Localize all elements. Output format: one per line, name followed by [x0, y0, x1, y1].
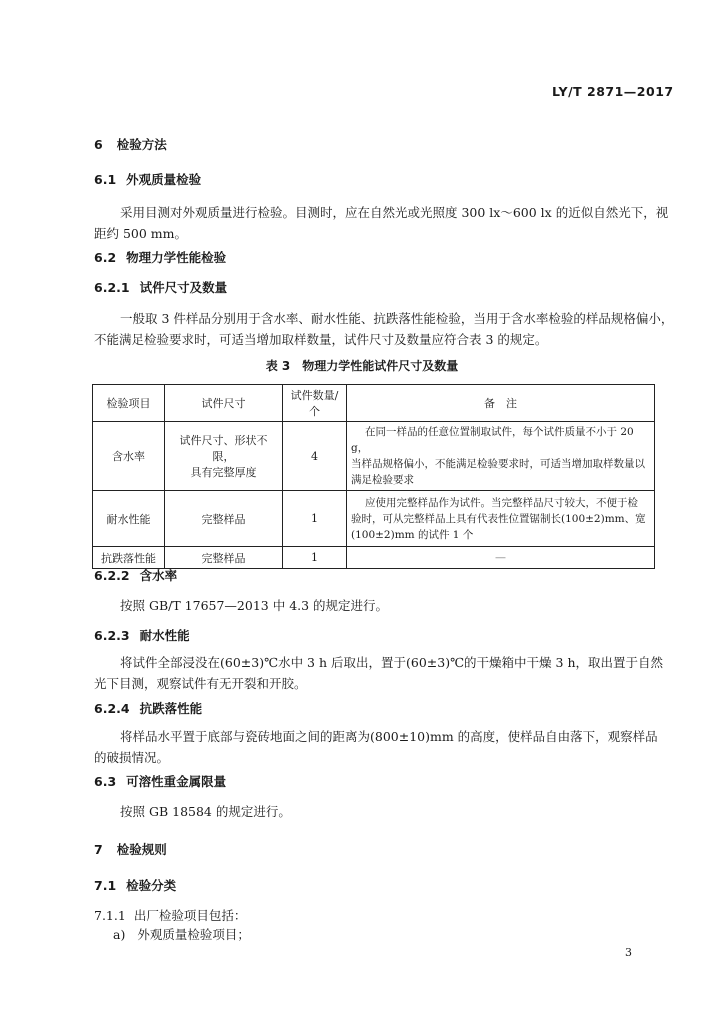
table-row — [93, 422, 655, 491]
section-number: 7.1 — [94, 878, 117, 893]
section-7-1-1-line — [94, 906, 246, 924]
column-header: 试件尺寸 — [165, 385, 283, 422]
section-title: 抗跌落性能 — [139, 701, 203, 716]
column-header: 备 注 — [347, 385, 655, 422]
section-6-1-paragraph — [94, 202, 669, 244]
section-title: 检验方法 — [116, 137, 167, 152]
section-number: 6.2 — [94, 250, 117, 265]
table-header-row — [93, 385, 655, 422]
section-6-2-4-paragraph — [94, 726, 659, 768]
section-6-3-heading — [94, 772, 226, 790]
section-6-2-3-heading — [94, 626, 190, 644]
cell-item: 耐水性能 — [93, 491, 165, 547]
section-number: 6.2.4 — [94, 701, 130, 716]
section-7-heading — [94, 840, 167, 858]
column-header: 检验项目 — [93, 385, 165, 422]
section-6-2-heading — [94, 248, 226, 266]
list-marker: a) — [113, 927, 126, 942]
paragraph-line: 不能满足检验要求时，可适当增加取样数量，试件尺寸及数量应符合表 3 的规定。 — [94, 332, 548, 347]
cell-note — [347, 422, 655, 491]
section-title: 试件尺寸及数量 — [139, 280, 228, 295]
section-number: 6.2.1 — [94, 280, 130, 295]
section-6-2-1-paragraph — [94, 308, 674, 350]
list-text: 外观质量检验项目； — [137, 927, 250, 942]
cell-count: 4 — [283, 422, 347, 491]
cell-size — [165, 422, 283, 491]
section-title: 耐水性能 — [139, 628, 190, 643]
cell-line: 应使用完整样品作为试件。当完整样品尺寸较大，不便于检 — [365, 496, 638, 509]
table-row — [93, 491, 655, 547]
section-title: 可溶性重金属限量 — [126, 774, 227, 789]
cell-line: 验时，可从完整样品上具有代表性位置锯制长(100±2)mm、宽 — [351, 512, 646, 525]
section-number: 7.1.1 — [94, 908, 126, 923]
table-3 — [92, 384, 655, 569]
section-title: 物理力学性能检验 — [126, 250, 227, 265]
cell-line: 当样品规格偏小，不能满足检验要求时，可适当增加取样数量以 — [351, 458, 645, 470]
cell-item: 抗跌落性能 — [93, 547, 165, 569]
list-item — [113, 925, 250, 943]
section-number: 6.2.2 — [94, 568, 130, 583]
page-number: 3 — [625, 946, 632, 959]
paragraph-line: 的破损情况。 — [94, 750, 170, 765]
section-title: 含水率 — [139, 568, 178, 583]
section-title: 检验规则 — [116, 842, 167, 857]
cell-line: 满足检验要求 — [351, 474, 414, 486]
paragraph-line: 采用目测对外观质量进行检验。目测时，应在自然光或光照度 300 lx～600 lx 的近似自然光下，视 — [120, 205, 669, 220]
paragraph-line: 将试件全部浸没在(60±3)℃水中 3 h 后取出，置于(60±3)℃的干燥箱中干燥 3 h，取出置于自然 — [120, 655, 664, 670]
section-6-2-1-heading — [94, 278, 227, 296]
cell-item: 含水率 — [93, 422, 165, 491]
section-number: 6.2.3 — [94, 628, 130, 643]
section-title: 外观质量检验 — [126, 172, 202, 187]
cell-count: 1 — [283, 491, 347, 547]
cell-line: 具有完整厚度 — [190, 466, 257, 479]
table-caption: 表 3 物理力学性能试件尺寸及数量 — [265, 359, 459, 373]
section-title: 检验分类 — [126, 878, 177, 893]
section-number: 6.3 — [94, 774, 117, 789]
section-6-2-2-heading — [94, 566, 177, 584]
section-number: 7 — [94, 842, 103, 857]
section-6-2-4-heading — [94, 699, 202, 717]
section-6-2-3-paragraph — [94, 652, 664, 694]
cell-note — [347, 491, 655, 547]
cell-line: (100±2)mm 的试件 1 个 — [351, 528, 474, 541]
paragraph-line: 距约 500 mm。 — [94, 226, 188, 241]
cell-count: 1 — [283, 547, 347, 569]
cell-size: 完整样品 — [165, 547, 283, 569]
column-header: 试件数量/个 — [283, 385, 347, 422]
cell-size: 完整样品 — [165, 491, 283, 547]
cell-line: 试件尺寸、形状不限， — [179, 434, 268, 463]
cell-line: 在同一样品的任意位置制取试件，每个试件质量不小于 20 g， — [351, 426, 634, 454]
section-number: 6.1 — [94, 172, 117, 187]
paragraph-line: 将样品水平置于底部与瓷砖地面之间的距离为(800±10)mm 的高度，使样品自由落下，观察样品 — [120, 729, 658, 744]
paragraph-line: 一般取 3 件样品分别用于含水率、耐水性能、抗跌落性能检验，当用于含水率检验的样品规格偏小， — [120, 311, 674, 326]
section-7-1-heading — [94, 876, 176, 894]
paragraph-line: 光下目测，观察试件有无开裂和开胶。 — [94, 676, 307, 691]
standard-number: LY/T 2871—2017 — [552, 84, 674, 99]
section-text: 出厂检验项目包括： — [133, 908, 247, 923]
section-number: 6 — [94, 137, 103, 152]
section-6-heading — [94, 135, 167, 153]
section-6-1-heading — [94, 170, 201, 188]
section-6-3-paragraph: 按照 GB 18584 的规定进行。 — [120, 804, 291, 819]
cell-note: — — [347, 547, 655, 569]
section-6-2-2-paragraph: 按照 GB/T 17657—2013 中 4.3 的规定进行。 — [120, 598, 389, 613]
